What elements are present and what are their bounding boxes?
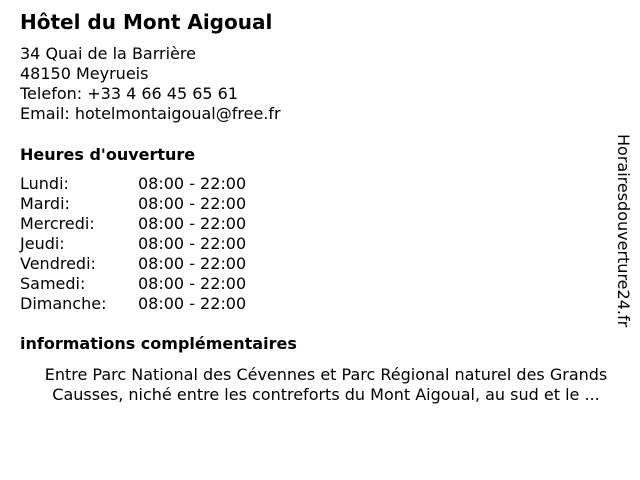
time-range: 08:00 - 22:00 [138,254,247,273]
day-label: Samedi: [20,274,86,293]
phone: Telefon: +33 4 66 45 65 61 [20,84,239,103]
description-line2: Causses, niché entre les contreforts du Mont Aigoual, au sud et le ... [52,385,600,404]
hours-row-tuesday [20,194,246,214]
time-range: 08:00 - 22:00 [138,194,247,213]
hours-row-monday [20,174,246,194]
email: Email: hotelmontaigoual@free.fr [20,104,281,123]
day-label: Jeudi: [20,234,65,253]
hours-row-thursday [20,234,246,254]
contact-block [20,44,281,124]
address-line1: 34 Quai de la Barrière [20,44,196,63]
description-line1: Entre Parc National des Cévennes et Parc Régional naturel des Grands [44,365,608,384]
hours-heading: Heures d'ouverture [20,145,196,164]
site-watermark: Horairesdouverture24.fr [614,134,633,328]
day-label: Dimanche: [20,294,107,313]
day-label: Vendredi: [20,254,96,273]
time-range: 08:00 - 22:00 [138,274,247,293]
time-range: 08:00 - 22:00 [138,174,247,193]
address-line2: 48150 Meyrueis [20,64,149,83]
info-heading: informations complémentaires [20,334,297,353]
hours-row-friday [20,254,246,274]
day-label: Mercredi: [20,214,95,233]
hours-row-saturday [20,274,246,294]
day-label: Lundi: [20,174,69,193]
hotel-name: Hôtel du Mont Aigoual [20,10,273,34]
day-label: Mardi: [20,194,70,213]
time-range: 08:00 - 22:00 [138,234,247,253]
time-range: 08:00 - 22:00 [138,294,247,313]
opening-hours-table [20,174,246,314]
hours-row-wednesday [20,214,246,234]
hours-row-sunday [20,294,246,314]
time-range: 08:00 - 22:00 [138,214,247,233]
description [20,365,632,405]
